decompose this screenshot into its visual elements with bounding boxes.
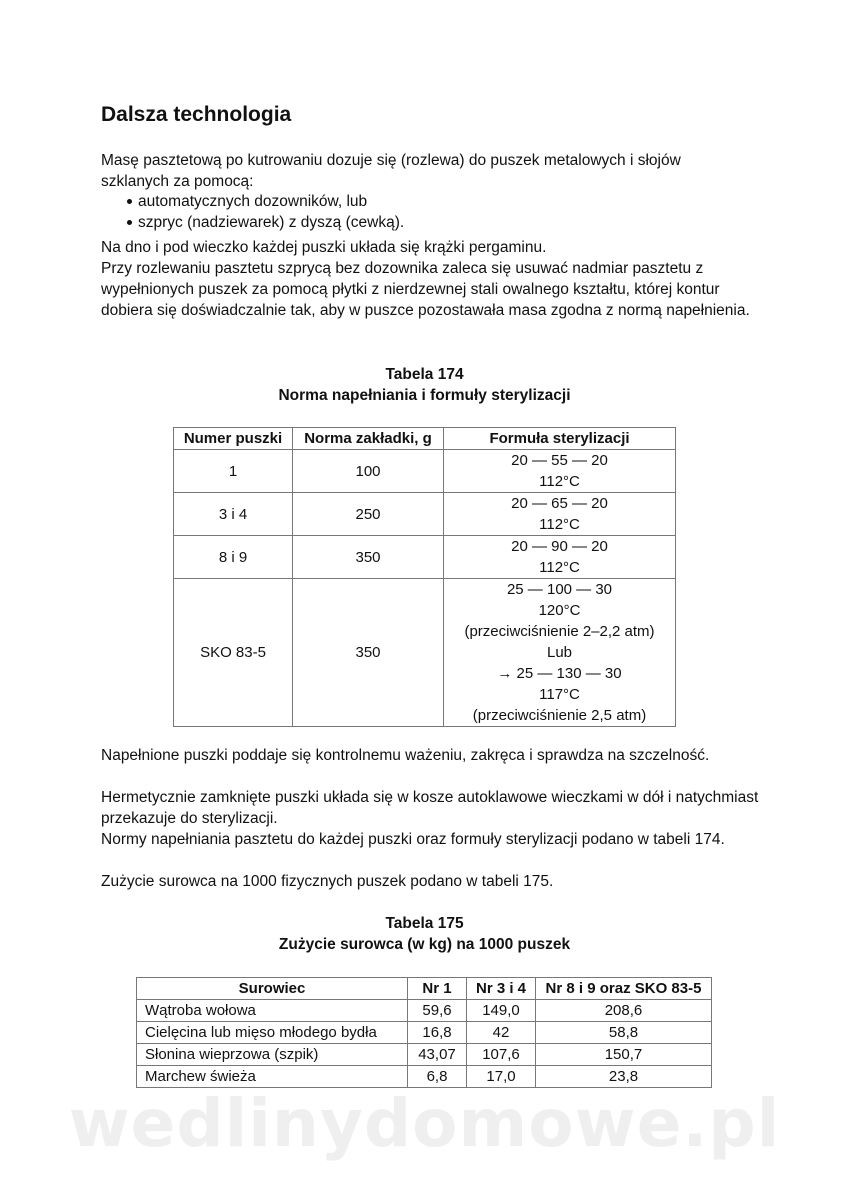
formula-line: 117°C <box>539 686 580 703</box>
table-row <box>137 1044 712 1066</box>
nr8-9-sko-cell: 23,8 <box>536 1066 712 1088</box>
sterilization-formula-cell <box>444 579 676 727</box>
page-title: Dalsza technologia <box>101 103 292 126</box>
can-number-cell: 1 <box>174 450 293 493</box>
formula-line: 20 — 90 — 20 <box>511 538 608 555</box>
formula-line: 25 — 100 — 30 <box>506 581 613 598</box>
watermark: wedlinydomowe.pl <box>68 1085 781 1162</box>
column-header: Nr 8 i 9 oraz SKO 83-5 <box>536 978 712 1000</box>
column-header: Formuła sterylizacji <box>444 428 676 450</box>
nr1-cell: 16,8 <box>408 1022 467 1044</box>
formula-line: 112°C <box>539 559 580 576</box>
nr1-cell: 6,8 <box>408 1066 467 1088</box>
nr8-9-sko-cell: 208,6 <box>536 1000 712 1022</box>
nr1-cell: 43,07 <box>408 1044 467 1066</box>
nr3-4-cell: 107,6 <box>467 1044 536 1066</box>
raw-material-cell: Cielęcina lub mięso młodego bydła <box>137 1022 408 1044</box>
table175-caption-title: Zużycie surowca (w kg) na 1000 puszek <box>278 936 571 953</box>
column-header: Numer puszki <box>174 428 293 450</box>
can-number-cell: SKO 83-5 <box>174 579 293 727</box>
sterilization-formula-cell <box>444 536 676 579</box>
column-header: Nr 1 <box>408 978 467 1000</box>
nr1-cell: 59,6 <box>408 1000 467 1022</box>
filling-norms-table <box>173 427 676 727</box>
raw-material-consumption-table <box>136 977 712 1088</box>
intro-line-1: Masę pasztetową po kutrowaniu dozuje się (rozlewa) do puszek metalowych i słojów <box>101 152 681 169</box>
nr8-9-sko-cell: 58,8 <box>536 1022 712 1044</box>
can-number-cell: 3 i 4 <box>174 493 293 536</box>
nr8-9-sko-cell: 150,7 <box>536 1044 712 1066</box>
list-item: szpryc (nadziewarek) z dyszą (cewką). <box>101 212 404 233</box>
formula-line: 20 — 65 — 20 <box>511 495 608 512</box>
nr3-4-cell: 42 <box>467 1022 536 1044</box>
table-row <box>174 450 676 493</box>
table-row <box>137 1022 712 1044</box>
formula-line: 120°C <box>538 602 581 619</box>
sterilization-formula-cell <box>444 493 676 536</box>
formula-line: 20 — 55 — 20 <box>511 452 608 469</box>
fill-norm-cell: 350 <box>293 536 444 579</box>
nr3-4-cell: 149,0 <box>467 1000 536 1022</box>
list-item: automatycznych dozowników, lub <box>101 191 404 212</box>
table-row <box>174 579 676 727</box>
paragraph-norms-reference: Normy napełniania pasztetu do każdej puszki oraz formuły sterylizacji podano w tabeli 174. <box>101 831 725 848</box>
table-row <box>174 493 676 536</box>
fill-norm-cell: 350 <box>293 579 444 727</box>
column-header: Norma zakładki, g <box>293 428 444 450</box>
formula-line: → 25 — 130 — 30 <box>497 665 622 682</box>
formula-line: Lub <box>546 644 573 661</box>
table174-caption-number: Tabela 174 <box>385 366 464 383</box>
table-row <box>174 536 676 579</box>
table174-caption-title: Norma napełniania i formuły sterylizacji <box>278 387 571 404</box>
column-header: Nr 3 i 4 <box>467 978 536 1000</box>
raw-material-cell: Słonina wieprzowa (szpik) <box>137 1044 408 1066</box>
raw-material-cell: Marchew świeża <box>137 1066 408 1088</box>
table-header-row <box>137 978 712 1000</box>
formula-line: (przeciwciśnienie 2,5 atm) <box>472 707 647 724</box>
intro-line-2: szklanych za pomocą: <box>101 173 254 190</box>
raw-material-cell: Wątroba wołowa <box>137 1000 408 1022</box>
nr3-4-cell: 17,0 <box>467 1066 536 1088</box>
fill-norm-cell: 100 <box>293 450 444 493</box>
column-header: Surowiec <box>137 978 408 1000</box>
paragraph-weighing: Napełnione puszki poddaje się kontrolnemu ważeniu, zakręca i sprawdza na szczelność. <box>101 747 710 764</box>
paragraph-syringe: Przy rozlewaniu pasztetu szprycą bez dozownika zaleca się usuwać nadmiar pasztetu z wypełnionych puszek za pomocą płytki z nierdzewnej stali owalnego kształtu, której kontur dobiera się doświadczalnie tak, aby w puszce pozostawała masa zgodna z normą napełnienia. <box>101 260 750 319</box>
fill-norm-cell: 250 <box>293 493 444 536</box>
paragraph-parchment: Na dno i pod wieczko każdej puszki układa się krążki pergaminu. <box>101 239 547 256</box>
dosing-methods-list <box>101 191 404 233</box>
formula-line: 112°C <box>539 516 580 533</box>
formula-line: (przeciwciśnienie 2–2,2 atm) <box>464 623 655 640</box>
table175-caption-number: Tabela 175 <box>385 915 464 932</box>
paragraph-consumption-reference: Zużycie surowca na 1000 fizycznych puszek podano w tabeli 175. <box>101 873 554 890</box>
bullet-icon <box>127 220 132 225</box>
sterilization-formula-cell <box>444 450 676 493</box>
bullet-icon <box>127 199 132 204</box>
can-number-cell: 8 i 9 <box>174 536 293 579</box>
table-header-row <box>174 428 676 450</box>
table-row <box>137 1000 712 1022</box>
paragraph-autoclave: Hermetycznie zamknięte puszki układa się w kosze autoklawowe wieczkami w dół i natychmiast przekazuje do sterylizacji. <box>101 789 759 827</box>
formula-line: 112°C <box>539 473 580 490</box>
